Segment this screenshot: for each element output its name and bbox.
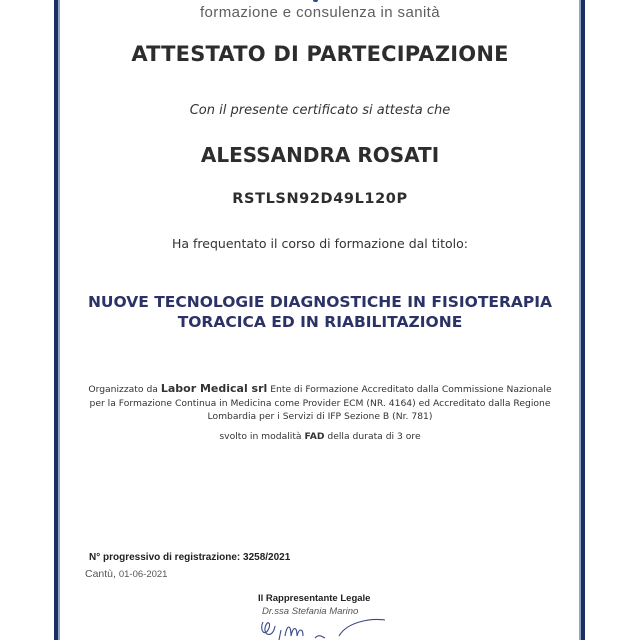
certificate-title: ATTESTATO DI PARTECIPAZIONE — [131, 42, 509, 66]
registration-number: N° progressivo di registrazione: 3258/2021 — [89, 552, 291, 563]
page-border-right — [581, 0, 585, 640]
course-title-line-1: NUOVE TECNOLOGIE DIAGNOSTICHE IN FISIOTERAPIA — [87, 293, 553, 311]
mode-duration: della durata di 3 ore — [327, 431, 421, 442]
organizer-line-3: Lombardia per i Servizi di IFP Sezione B (Nr. 781) — [207, 411, 433, 422]
mode-type: FAD — [304, 431, 325, 442]
legal-representative-label: Il Rappresentante Legale — [258, 593, 371, 604]
mode-prefix: svolto in modalità — [219, 431, 302, 442]
signer-name: Dr.ssa Stefania Marino — [262, 606, 359, 617]
participant-name: ALESSANDRA ROSATI — [200, 143, 440, 167]
date: 01-06-2021 — [118, 569, 168, 580]
logo-icon — [313, 0, 318, 2]
fiscal-code: RSTLSN92D49L120P — [232, 191, 408, 207]
place-date — [85, 568, 167, 580]
attended-text: Ha frequentato il corso di formazione dal titolo: — [171, 236, 468, 251]
course-mode — [0, 431, 640, 442]
company-tagline: formazione e consulenza in sanità — [199, 4, 440, 21]
organizer-accreditation: Ente di Formazione Accreditato dalla Commissione Nazionale — [270, 384, 552, 395]
organizer-prefix: Organizzato da — [88, 384, 158, 395]
place: Cantù, — [85, 568, 116, 580]
page-border-left — [54, 0, 58, 640]
organizer-statement — [70, 382, 570, 424]
course-title-line-2: TORACICA ED IN RIABILITAZIONE — [177, 313, 463, 331]
organizer-line-1 — [70, 382, 570, 397]
organizer-name: Labor Medical srl — [160, 382, 268, 395]
organizer-line-2: per la Formazione Continua in Medicina come Provider ECM (NR. 4164) ed Accreditato dalla Regione — [89, 397, 551, 409]
course-title — [60, 292, 580, 332]
certificate-intro: Con il presente certificato si attesta che — [189, 103, 451, 118]
